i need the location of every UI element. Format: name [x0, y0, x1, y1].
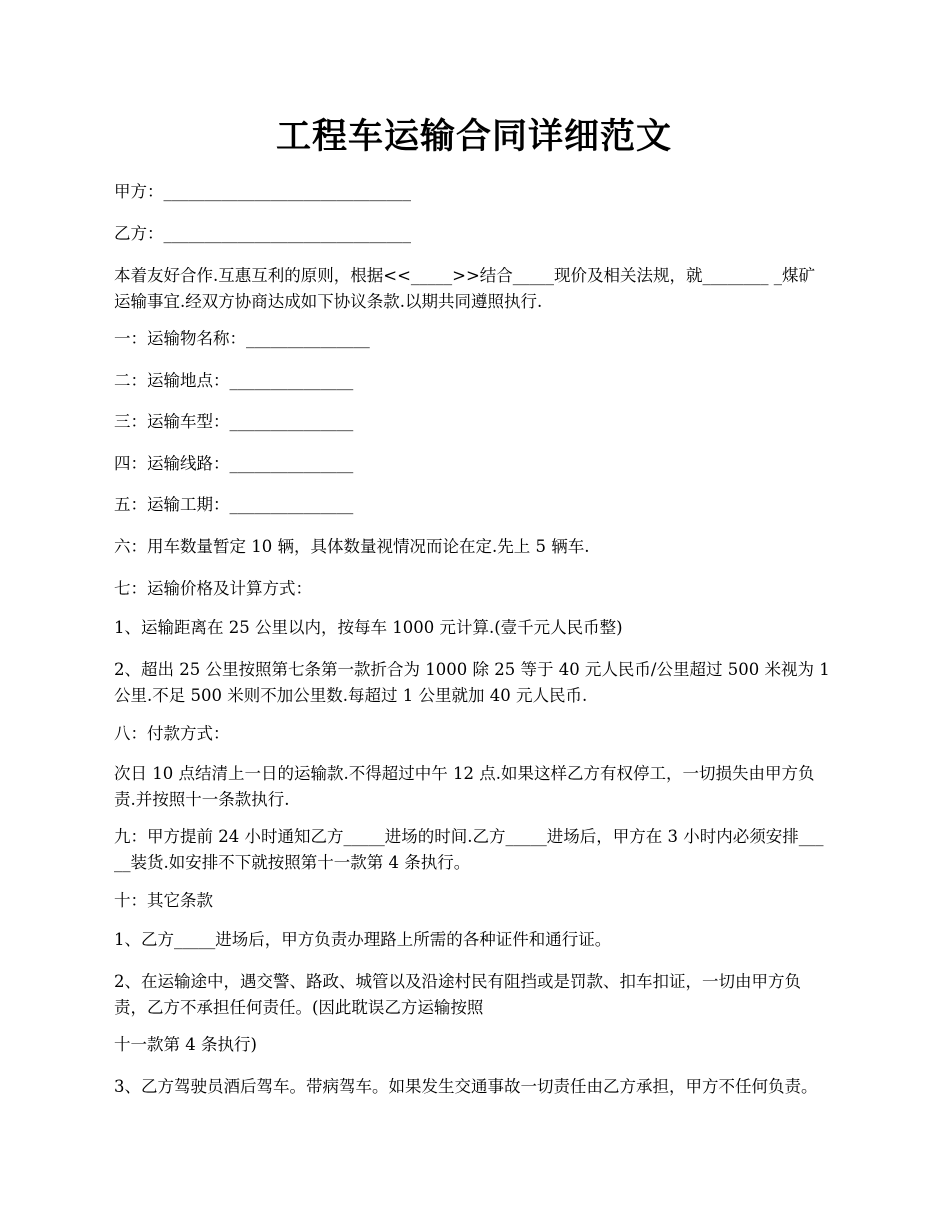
- party-a-line: 甲方：______________________________: [114, 182, 411, 201]
- clause-10-heading: 十：其它条款: [114, 891, 213, 910]
- party-b-line: 乙方：______________________________: [114, 224, 411, 243]
- clause-7-item-1: 1、运输距离在 25 公里以内，按每车 1000 元计算.(壹千元人民币整): [114, 618, 623, 637]
- clause-4-route: 四：运输线路：_______________: [114, 454, 354, 473]
- clause-10-item-2: 2、在运输途中，遇交警、路政、城管以及沿途村民有阻挡或是罚款、扣车扣证，一切由甲方负责，乙方不承担任何责任。(因此耽误乙方运输按照: [114, 972, 801, 1017]
- clause-8-body: 次日 10 点结清上一日的运输款.不得超过中午 12 点.如果这样乙方有权停工，一切损失由甲方负责.并按照十一条款执行.: [114, 764, 815, 809]
- document-title: 工程车运输合同详细范文: [275, 116, 672, 157]
- clause-10-item-2-continued: 十一款第 4 条执行): [114, 1035, 257, 1054]
- clause-10-item-1: 1、乙方_____进场后，甲方负责办理路上所需的各种证件和通行证。: [114, 930, 612, 949]
- clause-7-heading: 七：运输价格及计算方式：: [114, 579, 312, 598]
- clause-7-item-2: 2、超出 25 公里按照第七条第一款折合为 1000 除 25 等于 40 元人民币/公里超过 500 米视为 1 公里.不足 500 米则不加公里数.每超过 1 公里就加 40 元人民币.: [114, 660, 830, 705]
- clause-3-vehicle-type: 三：运输车型：_______________: [114, 412, 354, 431]
- clause-1-goods-name: 一：运输物名称：_______________: [114, 329, 370, 348]
- clause-5-schedule: 五：运输工期：_______________: [114, 495, 354, 514]
- clause-9-body: 九：甲方提前 24 小时通知乙方_____进场的时间.乙方_____进场后，甲方在 3 小时内必须安排_____装货.如安排不下就按照第十一款第 4 条执行。: [114, 827, 824, 872]
- clause-8-heading: 八：付款方式：: [114, 724, 230, 743]
- clause-2-location: 二：运输地点：_______________: [114, 371, 354, 390]
- clause-10-item-3: 3、乙方驾驶员酒后驾车。带病驾车。如果发生交通事故一切责任由乙方承担，甲方不任何负责。: [114, 1077, 818, 1096]
- clause-6-vehicle-count: 六：用车数量暂定 10 辆，具体数量视情况而论在定.先上 5 辆车.: [114, 537, 590, 556]
- preamble-paragraph: 本着友好合作.互惠互利的原则，根据<<_____>>结合_____现价及相关法规，就________ _煤矿运输事宜.经双方协商达成如下协议条款.以期共同遵照执行.: [114, 266, 816, 311]
